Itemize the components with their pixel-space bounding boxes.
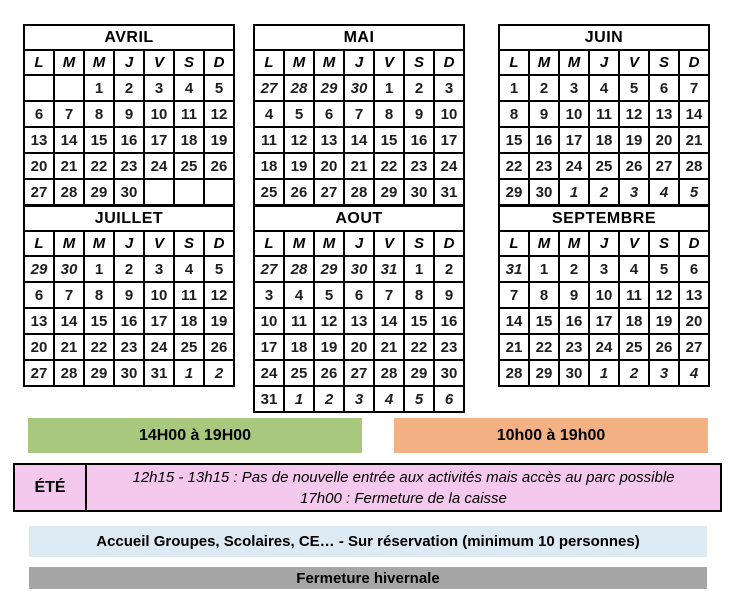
- day-cell: 23: [114, 334, 144, 360]
- day-cell: 9: [529, 101, 559, 127]
- day-cell: 28: [679, 153, 709, 179]
- day-cell: 14: [54, 308, 84, 334]
- day-cell: 4: [254, 101, 284, 127]
- day-cell: 20: [679, 308, 709, 334]
- day-cell: 14: [499, 308, 529, 334]
- day-cell: 5: [314, 282, 344, 308]
- day-cell: 26: [204, 334, 234, 360]
- day-cell: 7: [54, 282, 84, 308]
- day-of-week-header: M: [284, 50, 314, 75]
- day-of-week-header: S: [649, 231, 679, 256]
- day-cell: 30: [344, 256, 374, 282]
- day-of-week-header: D: [434, 231, 464, 256]
- month-title: MAI: [254, 25, 464, 50]
- day-cell: 5: [649, 256, 679, 282]
- day-cell: 20: [24, 334, 54, 360]
- day-cell: 28: [54, 179, 84, 205]
- day-cell: 29: [499, 179, 529, 205]
- month-title: AOUT: [254, 206, 464, 231]
- day-cell: 6: [24, 101, 54, 127]
- day-cell: 15: [84, 308, 114, 334]
- no-cell: [174, 179, 204, 205]
- day-cell: 29: [404, 360, 434, 386]
- day-cell: 3: [649, 360, 679, 386]
- day-of-week-header: M: [54, 231, 84, 256]
- day-cell: 25: [619, 334, 649, 360]
- day-cell: 26: [314, 360, 344, 386]
- day-cell: 22: [499, 153, 529, 179]
- day-cell: 10: [144, 282, 174, 308]
- day-cell: 26: [619, 153, 649, 179]
- day-cell: 23: [529, 153, 559, 179]
- day-cell: 30: [114, 360, 144, 386]
- day-of-week-header: L: [499, 50, 529, 75]
- day-of-week-header: V: [144, 231, 174, 256]
- day-cell: 5: [619, 75, 649, 101]
- day-cell: [54, 75, 84, 101]
- month-juillet: [23, 205, 235, 387]
- day-cell: 30: [404, 179, 434, 205]
- day-cell: 24: [144, 334, 174, 360]
- day-cell: 3: [589, 256, 619, 282]
- day-cell: 28: [344, 179, 374, 205]
- day-of-week-header: L: [499, 231, 529, 256]
- day-cell: 14: [344, 127, 374, 153]
- day-cell: 16: [529, 127, 559, 153]
- day-cell: 7: [344, 101, 374, 127]
- day-cell: 23: [559, 334, 589, 360]
- day-cell: 16: [434, 308, 464, 334]
- day-cell: 17: [144, 308, 174, 334]
- day-cell: 2: [314, 386, 344, 412]
- day-of-week-header: M: [529, 50, 559, 75]
- day-cell: 25: [284, 360, 314, 386]
- day-cell: 31: [144, 360, 174, 386]
- day-cell: 18: [174, 308, 204, 334]
- day-cell: 19: [204, 308, 234, 334]
- day-cell: 31: [434, 179, 464, 205]
- day-cell: 15: [499, 127, 529, 153]
- day-cell: 17: [589, 308, 619, 334]
- day-cell: 19: [284, 153, 314, 179]
- day-cell: 30: [434, 360, 464, 386]
- day-cell: 9: [404, 101, 434, 127]
- winter-closure-label: Fermeture hivernale: [296, 569, 440, 587]
- day-cell: 20: [344, 334, 374, 360]
- day-cell: 4: [174, 75, 204, 101]
- day-cell: 10: [144, 101, 174, 127]
- day-cell: 14: [374, 308, 404, 334]
- day-cell: 31: [374, 256, 404, 282]
- day-cell: 24: [559, 153, 589, 179]
- day-cell: 12: [619, 101, 649, 127]
- day-of-week-header: S: [649, 50, 679, 75]
- day-cell: 21: [344, 153, 374, 179]
- day-cell: 19: [649, 308, 679, 334]
- day-cell: 3: [144, 256, 174, 282]
- day-cell: 5: [284, 101, 314, 127]
- day-cell: 24: [254, 360, 284, 386]
- day-cell: 13: [24, 127, 54, 153]
- day-cell: 29: [314, 256, 344, 282]
- day-cell: 5: [679, 179, 709, 205]
- day-cell: 10: [434, 101, 464, 127]
- day-cell: 25: [589, 153, 619, 179]
- day-cell: 23: [114, 153, 144, 179]
- day-cell: 8: [529, 282, 559, 308]
- day-cell: 18: [284, 334, 314, 360]
- groups-reservation-label: Accueil Groupes, Scolaires, CE… - Sur réservation (minimum 10 personnes): [96, 533, 640, 550]
- day-cell: 2: [619, 360, 649, 386]
- day-cell: 12: [204, 101, 234, 127]
- day-cell: 7: [54, 101, 84, 127]
- day-cell: 13: [344, 308, 374, 334]
- day-cell: 1: [529, 256, 559, 282]
- day-cell: 7: [679, 75, 709, 101]
- day-cell: 24: [434, 153, 464, 179]
- day-cell: 3: [254, 282, 284, 308]
- day-cell: 16: [114, 308, 144, 334]
- day-cell: 15: [374, 127, 404, 153]
- day-cell: 27: [254, 256, 284, 282]
- summer-label: ÉTÉ: [15, 465, 87, 510]
- day-cell: 16: [114, 127, 144, 153]
- day-cell: 1: [84, 256, 114, 282]
- day-cell: 29: [24, 256, 54, 282]
- day-cell: 28: [284, 75, 314, 101]
- day-cell: 20: [24, 153, 54, 179]
- day-cell: 30: [344, 75, 374, 101]
- day-of-week-header: V: [619, 231, 649, 256]
- day-of-week-header: D: [434, 50, 464, 75]
- day-cell: 19: [204, 127, 234, 153]
- day-cell: 12: [204, 282, 234, 308]
- month-title: JUILLET: [24, 206, 234, 231]
- day-cell: 15: [529, 308, 559, 334]
- day-of-week-header: J: [344, 50, 374, 75]
- day-cell: 28: [284, 256, 314, 282]
- day-of-week-header: D: [679, 50, 709, 75]
- day-cell: 1: [174, 360, 204, 386]
- day-cell: 30: [54, 256, 84, 282]
- day-cell: 25: [174, 334, 204, 360]
- day-cell: 10: [589, 282, 619, 308]
- day-cell: 8: [499, 101, 529, 127]
- day-cell: 8: [84, 101, 114, 127]
- day-cell: 30: [559, 360, 589, 386]
- day-cell: 18: [174, 127, 204, 153]
- day-of-week-header: V: [619, 50, 649, 75]
- day-cell: 9: [114, 282, 144, 308]
- day-cell: 4: [589, 75, 619, 101]
- day-cell: 1: [559, 179, 589, 205]
- day-cell: 24: [589, 334, 619, 360]
- day-cell: 21: [54, 334, 84, 360]
- groups-reservation-bar: [29, 526, 707, 557]
- day-cell: 21: [679, 127, 709, 153]
- day-of-week-header: S: [174, 50, 204, 75]
- day-cell: 18: [254, 153, 284, 179]
- day-cell: 18: [589, 127, 619, 153]
- day-cell: 30: [529, 179, 559, 205]
- day-cell: 6: [679, 256, 709, 282]
- day-cell: 28: [54, 360, 84, 386]
- day-cell: 12: [314, 308, 344, 334]
- day-of-week-header: M: [529, 231, 559, 256]
- day-cell: 27: [679, 334, 709, 360]
- day-cell: 13: [24, 308, 54, 334]
- day-of-week-header: M: [84, 231, 114, 256]
- day-cell: 29: [84, 360, 114, 386]
- day-cell: 14: [679, 101, 709, 127]
- day-cell: 4: [284, 282, 314, 308]
- day-of-week-header: J: [589, 231, 619, 256]
- day-cell: 11: [174, 282, 204, 308]
- day-cell: 3: [434, 75, 464, 101]
- day-cell: 21: [54, 153, 84, 179]
- day-cell: 2: [404, 75, 434, 101]
- day-cell: 13: [649, 101, 679, 127]
- day-of-week-header: L: [254, 231, 284, 256]
- day-of-week-header: D: [679, 231, 709, 256]
- day-cell: 5: [204, 256, 234, 282]
- day-cell: 11: [174, 101, 204, 127]
- day-cell: 26: [649, 334, 679, 360]
- day-cell: 27: [314, 179, 344, 205]
- day-cell: 29: [374, 179, 404, 205]
- day-cell: 4: [374, 386, 404, 412]
- day-cell: 25: [174, 153, 204, 179]
- day-cell: 20: [649, 127, 679, 153]
- day-cell: 15: [404, 308, 434, 334]
- day-cell: 27: [24, 179, 54, 205]
- day-of-week-header: L: [24, 50, 54, 75]
- day-cell: 22: [84, 153, 114, 179]
- day-cell: 2: [529, 75, 559, 101]
- day-cell: 2: [559, 256, 589, 282]
- day-of-week-header: S: [404, 231, 434, 256]
- day-of-week-header: V: [374, 50, 404, 75]
- legend-orange-hours-bar: [394, 418, 708, 453]
- day-of-week-header: S: [174, 231, 204, 256]
- day-cell: 6: [344, 282, 374, 308]
- day-cell: 18: [619, 308, 649, 334]
- day-cell: 13: [314, 127, 344, 153]
- day-cell: 17: [434, 127, 464, 153]
- winter-closure-bar: [29, 567, 707, 589]
- day-cell: 2: [434, 256, 464, 282]
- no-cell: [144, 179, 174, 205]
- day-cell: 9: [114, 101, 144, 127]
- day-cell: 7: [499, 282, 529, 308]
- month-aout: [253, 205, 465, 413]
- day-of-week-header: M: [84, 50, 114, 75]
- day-cell: 22: [374, 153, 404, 179]
- day-cell: [24, 75, 54, 101]
- month-title: AVRIL: [24, 25, 234, 50]
- summer-details: [87, 465, 720, 510]
- day-of-week-header: M: [314, 231, 344, 256]
- day-cell: 6: [434, 386, 464, 412]
- day-cell: 29: [84, 179, 114, 205]
- legend-orange-hours-label: 10h00 à 19h00: [496, 426, 606, 444]
- day-of-week-header: D: [204, 50, 234, 75]
- day-cell: 17: [559, 127, 589, 153]
- day-of-week-header: D: [204, 231, 234, 256]
- day-of-week-header: M: [559, 231, 589, 256]
- day-cell: 9: [434, 282, 464, 308]
- day-cell: 6: [314, 101, 344, 127]
- day-cell: 9: [559, 282, 589, 308]
- day-cell: 24: [144, 153, 174, 179]
- day-cell: 27: [344, 360, 374, 386]
- day-of-week-header: V: [144, 50, 174, 75]
- summer-details-line1: 12h15 - 13h15 : Pas de nouvelle entrée aux activités mais accès au parc possible: [132, 468, 675, 486]
- day-cell: 19: [314, 334, 344, 360]
- month-title: JUIN: [499, 25, 709, 50]
- day-cell: 17: [144, 127, 174, 153]
- day-cell: 3: [144, 75, 174, 101]
- day-cell: 2: [114, 256, 144, 282]
- day-cell: 10: [559, 101, 589, 127]
- day-cell: 21: [374, 334, 404, 360]
- day-cell: 29: [529, 360, 559, 386]
- day-of-week-header: V: [374, 231, 404, 256]
- day-cell: 3: [619, 179, 649, 205]
- month-title: SEPTEMBRE: [499, 206, 709, 231]
- summer-info-box: [13, 463, 722, 512]
- day-of-week-header: S: [404, 50, 434, 75]
- day-cell: 1: [404, 256, 434, 282]
- day-of-week-header: J: [344, 231, 374, 256]
- day-cell: 31: [254, 386, 284, 412]
- day-of-week-header: M: [559, 50, 589, 75]
- day-of-week-header: M: [314, 50, 344, 75]
- day-cell: 12: [649, 282, 679, 308]
- day-cell: 29: [314, 75, 344, 101]
- day-cell: 14: [54, 127, 84, 153]
- summer-details-line2: 17h00 : Fermeture de la caisse: [300, 489, 507, 507]
- day-of-week-header: L: [254, 50, 284, 75]
- day-cell: 15: [84, 127, 114, 153]
- day-of-week-header: J: [114, 231, 144, 256]
- day-cell: 22: [404, 334, 434, 360]
- day-cell: 25: [254, 179, 284, 205]
- day-cell: 8: [404, 282, 434, 308]
- day-cell: 22: [84, 334, 114, 360]
- day-of-week-header: J: [114, 50, 144, 75]
- day-cell: 5: [204, 75, 234, 101]
- day-cell: 3: [559, 75, 589, 101]
- month-juin: [498, 24, 710, 206]
- day-cell: 10: [254, 308, 284, 334]
- day-cell: 23: [404, 153, 434, 179]
- day-of-week-header: M: [284, 231, 314, 256]
- day-cell: 26: [284, 179, 314, 205]
- day-cell: 26: [204, 153, 234, 179]
- day-cell: 16: [404, 127, 434, 153]
- legend-green-hours-label: 14H00 à 19H00: [138, 426, 252, 444]
- day-of-week-header: M: [54, 50, 84, 75]
- day-cell: 4: [679, 360, 709, 386]
- day-cell: 17: [254, 334, 284, 360]
- day-cell: 5: [404, 386, 434, 412]
- day-cell: 28: [499, 360, 529, 386]
- day-cell: 22: [529, 334, 559, 360]
- month-septembre: [498, 205, 710, 387]
- day-cell: 11: [284, 308, 314, 334]
- day-cell: 4: [619, 256, 649, 282]
- day-cell: 11: [254, 127, 284, 153]
- day-cell: 7: [374, 282, 404, 308]
- day-cell: 27: [254, 75, 284, 101]
- day-cell: 23: [434, 334, 464, 360]
- day-cell: 1: [84, 75, 114, 101]
- day-cell: 20: [314, 153, 344, 179]
- day-cell: 21: [499, 334, 529, 360]
- day-cell: 19: [619, 127, 649, 153]
- day-cell: 4: [174, 256, 204, 282]
- day-cell: 3: [344, 386, 374, 412]
- day-cell: 2: [114, 75, 144, 101]
- day-cell: 28: [374, 360, 404, 386]
- day-cell: 1: [589, 360, 619, 386]
- day-cell: 2: [589, 179, 619, 205]
- day-cell: 27: [24, 360, 54, 386]
- day-cell: 16: [559, 308, 589, 334]
- day-cell: 6: [24, 282, 54, 308]
- day-cell: 8: [84, 282, 114, 308]
- day-cell: 6: [649, 75, 679, 101]
- no-cell: [204, 179, 234, 205]
- day-cell: 11: [619, 282, 649, 308]
- day-cell: 1: [374, 75, 404, 101]
- day-cell: 31: [499, 256, 529, 282]
- day-cell: 12: [284, 127, 314, 153]
- day-cell: 27: [649, 153, 679, 179]
- day-cell: 30: [114, 179, 144, 205]
- day-cell: 1: [284, 386, 314, 412]
- day-of-week-header: L: [24, 231, 54, 256]
- day-cell: 2: [204, 360, 234, 386]
- day-cell: 4: [649, 179, 679, 205]
- day-cell: 13: [679, 282, 709, 308]
- legend-green-hours-bar: [28, 418, 362, 453]
- day-cell: 11: [589, 101, 619, 127]
- day-cell: 1: [499, 75, 529, 101]
- day-cell: 8: [374, 101, 404, 127]
- day-of-week-header: J: [589, 50, 619, 75]
- month-avril: [23, 24, 235, 206]
- month-mai: [253, 24, 465, 206]
